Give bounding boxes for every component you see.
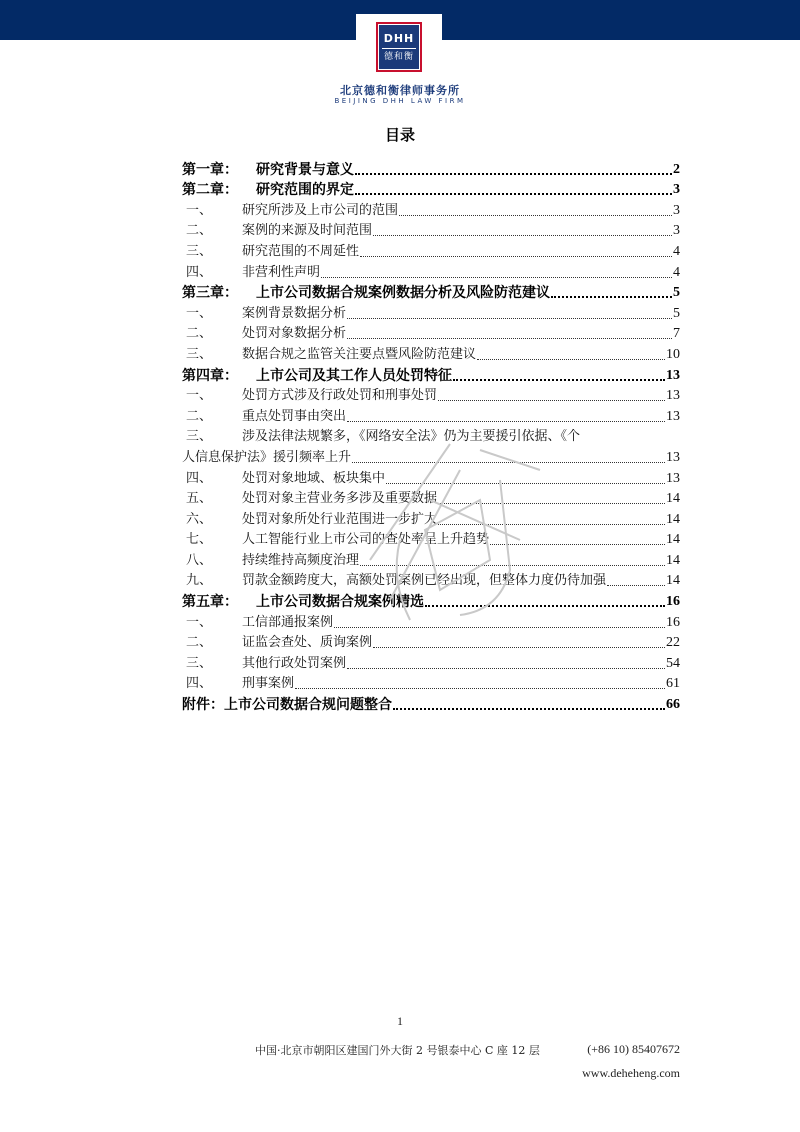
toc-entry-label: 持续维持高频度治理 bbox=[242, 552, 360, 568]
toc-entry-number: 四、 bbox=[186, 676, 213, 692]
dot-leader bbox=[295, 687, 665, 689]
toc-entry-label: 其他行政处罚案例 bbox=[242, 655, 347, 671]
toc-entry-number: 三、 bbox=[186, 429, 213, 445]
toc-entry-chapter-4[interactable] bbox=[182, 364, 680, 385]
toc-entry-label: 处罚对象数据分析 bbox=[242, 326, 347, 342]
dot-leader bbox=[373, 234, 672, 236]
toc-entry-number: 六、 bbox=[186, 511, 213, 527]
toc-entry-page: 14 bbox=[666, 532, 680, 548]
toc-entry-number: 第一章： bbox=[182, 161, 238, 178]
toc-entry-label: 上市公司数据合规问题整合 bbox=[224, 697, 392, 714]
firm-logo bbox=[376, 22, 422, 72]
dot-leader bbox=[607, 584, 665, 586]
toc-entry-label: 研究背景与意义 bbox=[256, 161, 354, 178]
logo-monogram: DHH bbox=[383, 31, 415, 45]
toc-entry-chapter-2[interactable] bbox=[182, 179, 680, 200]
dot-leader bbox=[360, 255, 672, 257]
toc-entry-label: 案例的来源及时间范围 bbox=[242, 223, 373, 239]
toc-entry-section[interactable] bbox=[182, 199, 680, 220]
toc-entry-number: 四、 bbox=[186, 470, 213, 486]
toc-entry-page: 4 bbox=[673, 264, 680, 280]
toc-entry-number: 八、 bbox=[186, 552, 213, 568]
toc-entry-number: 一、 bbox=[186, 388, 213, 404]
toc-entry-label-continued: 人信息保护法》援引频率上升 bbox=[182, 449, 352, 465]
toc-entry-label: 上市公司及其工作人员处罚特征 bbox=[256, 367, 452, 384]
toc-entry-page: 66 bbox=[666, 697, 680, 713]
toc-entry-chapter-5[interactable] bbox=[182, 590, 680, 611]
toc-entry-label: 研究范围的不周延性 bbox=[242, 243, 360, 259]
toc-entry-section[interactable] bbox=[182, 529, 680, 550]
dot-leader bbox=[393, 707, 665, 710]
toc-entry-page: 7 bbox=[673, 326, 680, 342]
toc-entry-number: 第四章： bbox=[182, 367, 238, 384]
toc-entry-number: 第二章： bbox=[182, 182, 238, 199]
toc-entry-section[interactable] bbox=[182, 323, 680, 344]
toc-entry-page: 3 bbox=[673, 202, 680, 218]
toc-entry-label: 数据合规之监管关注要点暨风险防范建议 bbox=[242, 346, 477, 362]
toc-entry-page: 61 bbox=[666, 676, 680, 692]
toc-entry-section[interactable] bbox=[182, 632, 680, 653]
toc-entry-section[interactable] bbox=[182, 302, 680, 323]
firm-name-en: BEIJING DHH LAW FIRM bbox=[334, 97, 466, 105]
logo-divider bbox=[382, 48, 416, 49]
toc-entry-page: 2 bbox=[673, 161, 680, 177]
dot-leader bbox=[373, 646, 665, 648]
toc-entry-page: 13 bbox=[666, 449, 680, 465]
toc-entry-number: 三、 bbox=[186, 243, 213, 259]
toc-entry-number: 三、 bbox=[186, 655, 213, 671]
toc-entry-number: 三、 bbox=[186, 346, 213, 362]
toc-entry-section[interactable] bbox=[182, 488, 680, 509]
toc-entry-section[interactable] bbox=[182, 405, 680, 426]
toc-entry-label: 证监会查处、质询案例 bbox=[242, 635, 373, 651]
toc-entry-section[interactable] bbox=[182, 385, 680, 406]
dot-leader bbox=[477, 358, 665, 360]
toc-entry-label: 处罚对象地域、板块集中 bbox=[242, 470, 386, 486]
toc-entry-page: 14 bbox=[666, 491, 680, 507]
toc-entry-number: 第五章： bbox=[182, 594, 238, 611]
toc-entry-page: 13 bbox=[666, 367, 680, 383]
toc-entry-page: 3 bbox=[673, 182, 680, 198]
dot-leader bbox=[334, 626, 665, 628]
toc-entry-section-wrapped[interactable] bbox=[182, 426, 680, 447]
toc-entry-section[interactable] bbox=[182, 343, 680, 364]
toc-entry-page: 54 bbox=[666, 655, 680, 671]
toc-entry-number: 七、 bbox=[186, 532, 213, 548]
toc-entry-label: 案例背景数据分析 bbox=[242, 305, 347, 321]
page-number: 1 bbox=[397, 1014, 403, 1028]
toc-entry-label: 研究范围的界定 bbox=[256, 182, 354, 199]
toc-entry-number: 二、 bbox=[186, 326, 213, 342]
dot-leader bbox=[453, 378, 665, 381]
dot-leader bbox=[490, 543, 665, 545]
toc-entry-page: 13 bbox=[666, 408, 680, 424]
toc-entry-number: 一、 bbox=[186, 305, 213, 321]
toc-entry-label: 重点处罚事由突出 bbox=[242, 408, 347, 424]
toc-entry-number: 第三章： bbox=[182, 285, 238, 302]
toc-entry-number: 二、 bbox=[186, 408, 213, 424]
toc-entry-page: 22 bbox=[666, 635, 680, 651]
toc-entry-page: 14 bbox=[666, 552, 680, 568]
dot-leader bbox=[399, 214, 672, 216]
dot-leader bbox=[386, 482, 665, 484]
dot-leader bbox=[352, 461, 665, 463]
dot-leader bbox=[347, 317, 672, 319]
toc-entry-section[interactable] bbox=[182, 611, 680, 632]
dot-leader bbox=[438, 523, 665, 525]
dot-leader bbox=[438, 502, 665, 504]
toc-entry-number: 二、 bbox=[186, 223, 213, 239]
dot-leader bbox=[360, 564, 665, 566]
toc-entry-chapter-3[interactable] bbox=[182, 282, 680, 303]
toc-entry-number: 二、 bbox=[186, 635, 213, 651]
footer-address: 中国·北京市朝阳区建国门外大街 2 号银泰中心 C 座 12 层 bbox=[255, 1044, 540, 1057]
toc-entry-label: 工信部通报案例 bbox=[242, 614, 334, 630]
toc-entry-label: 刑事案例 bbox=[242, 676, 295, 692]
firm-name-cn: 北京德和衡律师事务所 bbox=[340, 84, 460, 97]
toc-entry-section-continuation[interactable] bbox=[182, 446, 680, 467]
toc-entry-number: 一、 bbox=[186, 202, 213, 218]
dot-leader bbox=[355, 172, 672, 175]
dot-leader bbox=[347, 667, 665, 669]
footer-website[interactable]: www.deheheng.com bbox=[582, 1066, 680, 1080]
dot-leader bbox=[321, 276, 672, 278]
toc-entry-number: 一、 bbox=[186, 614, 213, 630]
toc-entry-page: 14 bbox=[666, 573, 680, 589]
toc-entry-page: 5 bbox=[673, 285, 680, 301]
dot-leader bbox=[438, 399, 665, 401]
toc-entry-page: 5 bbox=[673, 305, 680, 321]
toc-entry-section[interactable] bbox=[182, 261, 680, 282]
toc-entry-section[interactable] bbox=[182, 549, 680, 570]
dot-leader bbox=[355, 192, 672, 195]
toc-entry-appendix[interactable] bbox=[182, 693, 680, 714]
table-of-contents bbox=[182, 158, 680, 714]
toc-entry-label: 研究所涉及上市公司的范围 bbox=[242, 202, 399, 218]
toc-entry-page: 16 bbox=[666, 594, 680, 610]
logo-chinese-mark: 德和衡 bbox=[383, 51, 414, 62]
toc-entry-number: 附件： bbox=[182, 697, 224, 714]
toc-entry-section[interactable] bbox=[182, 652, 680, 673]
toc-entry-label: 涉及法律法规繁多，《网络安全法》仍为主要援引依据、《个 bbox=[242, 429, 581, 445]
toc-entry-section[interactable] bbox=[182, 508, 680, 529]
toc-entry-label: 处罚方式涉及行政处罚和刑事处罚 bbox=[242, 388, 438, 404]
toc-entry-page: 10 bbox=[666, 346, 680, 362]
toc-entry-section[interactable] bbox=[182, 570, 680, 591]
toc-title: 目录 bbox=[384, 126, 415, 144]
toc-entry-section[interactable] bbox=[182, 220, 680, 241]
toc-entry-number: 四、 bbox=[186, 264, 213, 280]
dot-leader bbox=[347, 420, 665, 422]
toc-entry-section[interactable] bbox=[182, 467, 680, 488]
toc-entry-label: 上市公司数据合规案例数据分析及风险防范建议 bbox=[256, 285, 550, 302]
toc-entry-page: 14 bbox=[666, 511, 680, 527]
toc-entry-chapter-1[interactable] bbox=[182, 158, 680, 179]
toc-entry-page: 13 bbox=[666, 388, 680, 404]
toc-entry-section[interactable] bbox=[182, 240, 680, 261]
toc-entry-label: 上市公司数据合规案例精选 bbox=[256, 594, 424, 611]
toc-entry-label: 人工智能行业上市公司的查处率呈上升趋势 bbox=[242, 532, 490, 548]
footer-phone: (+86 10) 85407672 bbox=[587, 1042, 680, 1056]
toc-entry-page: 3 bbox=[673, 223, 680, 239]
toc-entry-number: 五、 bbox=[186, 491, 213, 507]
toc-entry-number: 九、 bbox=[186, 573, 213, 589]
toc-entry-label: 非营利性声明 bbox=[242, 264, 321, 280]
toc-entry-label: 罚款金额跨度大，高额处罚案例已经出现，但整体力度仍待加强 bbox=[242, 573, 607, 589]
toc-entry-page: 4 bbox=[673, 243, 680, 259]
toc-entry-label: 处罚对象所处行业范围进一步扩大 bbox=[242, 511, 438, 527]
toc-entry-page: 13 bbox=[666, 470, 680, 486]
dot-leader bbox=[551, 295, 672, 298]
dot-leader bbox=[347, 337, 672, 339]
toc-entry-label: 处罚对象主营业务多涉及重要数据 bbox=[242, 491, 438, 507]
dot-leader bbox=[425, 604, 665, 607]
toc-entry-page: 16 bbox=[666, 614, 680, 630]
toc-entry-section[interactable] bbox=[182, 673, 680, 694]
